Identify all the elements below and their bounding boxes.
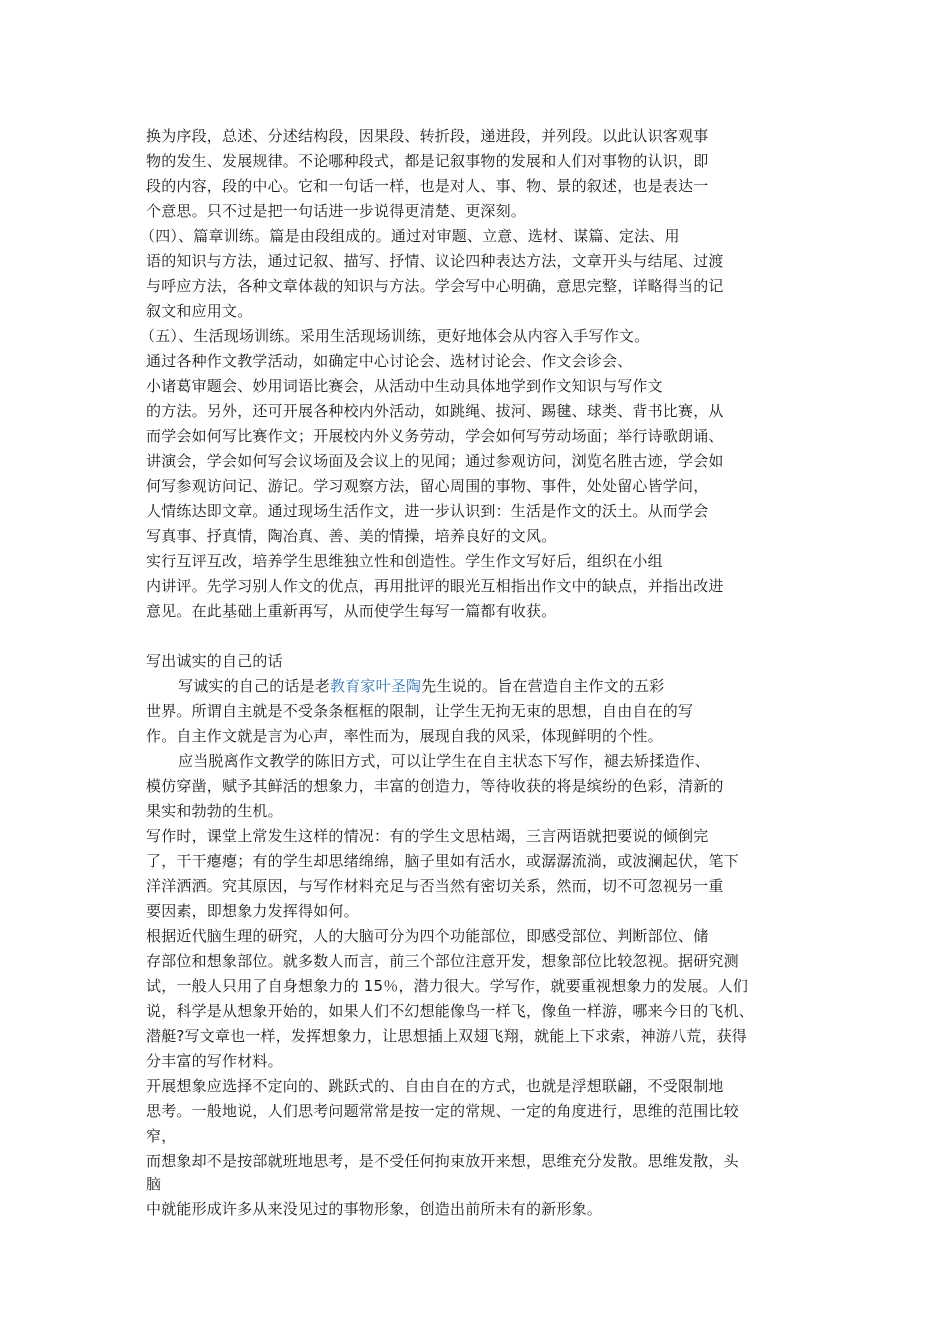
text-line: 换为序段，总述、分述结构段，因果段、转折段，递进段，并列段。以此认识客观事 xyxy=(146,127,709,145)
text-line: 而学会如何写比赛作文；开展校内外义务劳动，学会如何写劳动场面；举行诗歌朗诵、 xyxy=(146,427,724,445)
text-line: 了，干干瘪瘪；有的学生却思绪绵绵，脑子里如有活水，或潺潺流淌，或波澜起伏，笔下 xyxy=(146,852,739,870)
text-line: 的方法。另外，还可开展各种校内外活动，如跳绳、拔河、踢毽、球类、背书比赛，从 xyxy=(146,402,724,420)
text-line: 模仿穿凿，赋予其鲜活的想象力，丰富的创造力，等待收获的将是缤纷的色彩，清新的 xyxy=(146,777,724,795)
text-line: 讲演会，学会如何写会议场面及会议上的见闻；通过参观访问，浏览名胜古迹，学会如 xyxy=(146,452,724,470)
text-line: 中就能形成许多从来没见过的事物形象，创造出前所未有的新形象。 xyxy=(146,1200,603,1218)
text-line: 说，科学是从想象开始的，如果人们不幻想能像鸟一样飞，像鱼一样游，哪来今日的飞机、 xyxy=(146,1002,755,1020)
text-line: 开展想象应选择不定向的、跳跃式的、自由自在的方式，也就是浮想联翩，不受限制地 xyxy=(146,1077,724,1095)
text-line: 应当脱离作文教学的陈旧方式，可以让学生在自主状态下写作，褪去矫揉造作、 xyxy=(178,752,711,770)
text-line: （四）、篇章训练。篇是由段组成的。通过对审题、立意、选材、谋篇、定法、用 xyxy=(140,227,680,245)
text-fragment: 先生说的。旨在营造自主作文的五彩 xyxy=(421,677,665,695)
text-fragment: 写诚实的自己的话是老 xyxy=(178,677,331,695)
text-line: 物的发生、发展规律。不论哪种段式，都是记叙事物的发展和人们对事物的认识，即 xyxy=(146,152,709,170)
text-line: 意见。在此基础上重新再写，从而使学生每写一篇都有收获。 xyxy=(146,602,557,620)
section-heading: 写出诚实的自己的话 xyxy=(146,652,283,670)
text-line: 写作时，课堂上常发生这样的情况：有的学生文思枯竭，三言两语就把要说的倾倒完 xyxy=(146,827,709,845)
text-line: 窄， xyxy=(146,1127,177,1145)
text-line: 实行互评互改，培养学生思维独立性和创造性。学生作文写好后，组织在小组 xyxy=(146,552,663,570)
text-line: 人情练达即文章。通过现场生活作文，进一步认识到：生活是作文的沃土。从而学会 xyxy=(146,502,709,520)
text-line: 通过各种作文教学活动，如确定中心讨论会、选材讨论会、作文会诊会、 xyxy=(146,352,633,370)
text-line: 存部位和想象部位。就多数人而言，前三个部位注意开发，想象部位比较忽视。据研究测 xyxy=(146,952,739,970)
text-line: 分丰富的写作材料。 xyxy=(146,1052,283,1070)
text-line: 内讲评。先学习别人作文的优点，再用批评的眼光互相指出作文中的缺点，并指出改进 xyxy=(146,577,724,595)
text-line: 作。自主作文就是言为心声，率性而为，展现自我的风采，体现鲜明的个性。 xyxy=(146,727,663,745)
text-line: （五）、生活现场训练。采用生活现场训练，更好地体会从内容入手写作文。 xyxy=(140,327,650,345)
text-line: 洋洋洒洒。究其原因，与写作材料充足与否当然有密切关系，然而，切不可忽视另一重 xyxy=(146,877,724,895)
text-line: 叙文和应用文。 xyxy=(146,302,253,320)
text-line: 果实和勃勃的生机。 xyxy=(146,802,283,820)
text-line xyxy=(178,675,664,697)
text-line: 世界。所谓自主就是不受条条框框的限制，让学生无拘无束的思想，自由自在的写 xyxy=(146,702,694,720)
author-link[interactable]: 教育家叶圣陶 xyxy=(330,677,422,695)
text-line: 试，一般人只用了自身想象力的 15％，潜力很大。学写作，就要重视想象力的发展。人们 xyxy=(146,977,749,995)
text-line: 小诸葛审题会、妙用词语比赛会，从活动中生动具体地学到作文知识与写作文 xyxy=(146,377,663,395)
text-line: 要因素，即想象力发挥得如何。 xyxy=(146,902,359,920)
text-line: 潜艇?写文章也一样，发挥想象力，让思想插上双翅飞翔，就能上下求索，神游八荒，获得 xyxy=(146,1027,747,1045)
text-line: 与呼应方法，各种文章体裁的知识与方法。学会写中心明确，意思完整，详略得当的记 xyxy=(146,277,724,295)
text-line: 个意思。只不过是把一句话进一步说得更清楚、更深刻。 xyxy=(146,202,527,220)
text-line: 语的知识与方法，通过记叙、描写、抒情、议论四种表达方法，文章开头与结尾、过渡 xyxy=(146,252,724,270)
text-line: 而想象却不是按部就班地思考，是不受任何拘束放开来想，思维充分发散。思维发散，头 xyxy=(146,1152,739,1170)
text-line: 脑 xyxy=(146,1175,162,1193)
text-line: 写真事、抒真情，陶冶真、善、美的情操，培养良好的文风。 xyxy=(146,527,557,545)
text-line: 何写参观访问记、游记。学习观察方法，留心周围的事物、事件，处处留心皆学问， xyxy=(146,477,709,495)
text-line: 根据近代脑生理的研究，人的大脑可分为四个功能部位，即感受部位、判断部位、储 xyxy=(146,927,709,945)
text-line: 段的内容，段的中心。它和一句话一样，也是对人、事、物、景的叙述，也是表达一 xyxy=(146,177,709,195)
text-line: 思考。一般地说，人们思考问题常常是按一定的常规、一定的角度进行，思维的范围比较 xyxy=(146,1102,739,1120)
